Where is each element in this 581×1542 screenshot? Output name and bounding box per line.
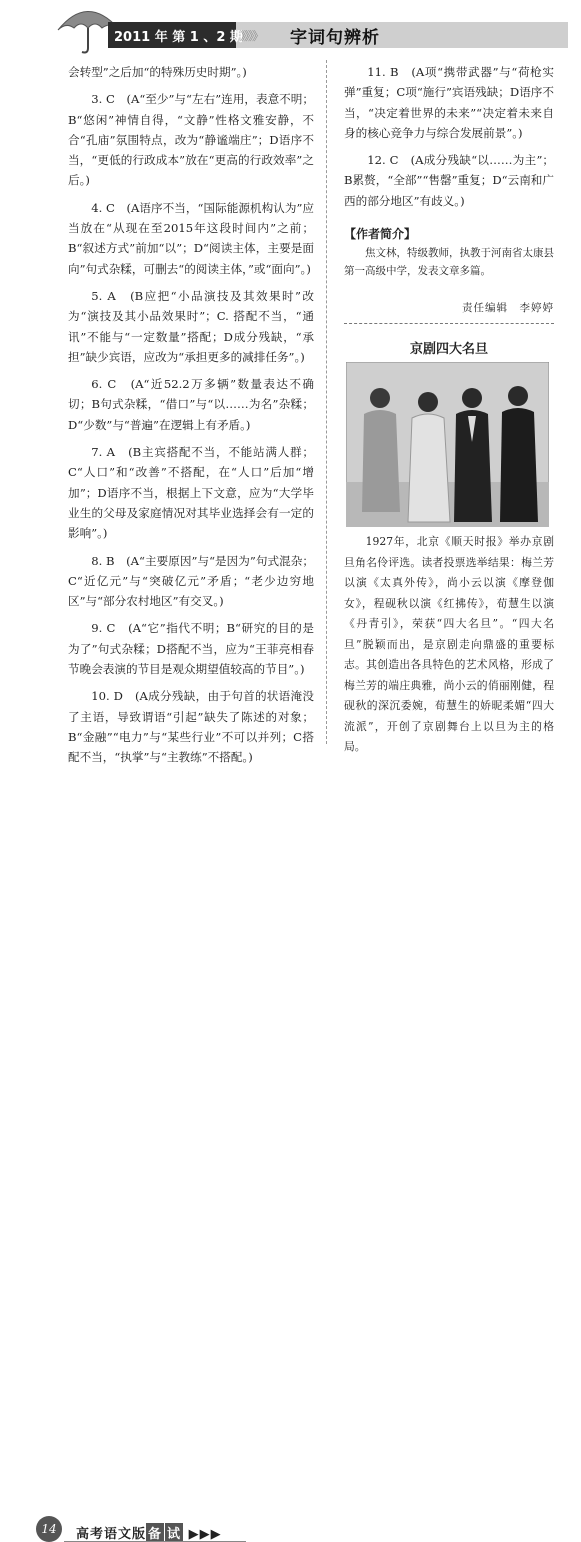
answer-paragraph: 7. A (B主宾搭配不当，不能站满人群；C“人口”和“改善”不搭配，在“人口”后加“增加”；D语序不当，根据上下文意，应为“大学毕业生的父母及家庭情况对其毕业选择会有一定的影响”。) — [68, 445, 314, 541]
section-divider — [344, 323, 554, 324]
publication-box-1: 备 — [146, 1523, 164, 1542]
column-title: 字词句辨析 — [290, 28, 380, 48]
publication-box-2: 试 — [165, 1523, 183, 1542]
answer-paragraph: 5. A (B应把“小品演技及其效果时”改为“演技及其小品效果时”；C. 搭配不当，“通讯”不能与“一定数量”搭配；D成分残缺，“承担”缺少宾语，应改为“承担更多的减排任务”。) — [68, 288, 314, 364]
publication-name — [76, 1523, 222, 1542]
answer-paragraph: 6. C (A“近52.2万多辆”数量表达不确切；B句式杂糅，“借口”与“以……为名”杂糅；D“少数”与“普遍”在逻辑上有矛盾。) — [68, 377, 314, 432]
answer-paragraph: 11. B (A项“携带武器”与“荷枪实弹”重复；C项“施行”宾语残缺；D语序不当，“决定着世界的未来”“决定着未来自身的核心竞争力与综合发展前景”。) — [344, 65, 554, 140]
author-heading: 【作者简介】 — [344, 227, 417, 242]
page-header — [0, 0, 581, 58]
page-number: 14 — [36, 1516, 62, 1542]
answer-paragraph: 4. C (A语序不当，“国际能源机构认为”应当放在“从现在至2015年这段时间内”之前；B“叙述方式”前加“以”；D“阅读主体，主要是面向”句式杂糅，可删去“的阅读主体，”或“面向”。) — [68, 200, 314, 276]
publication-prefix: 高考语文版 — [76, 1527, 147, 1542]
answer-paragraph: 12. C (A成分残缺“以……为主”；B累赘，“全部”“售罄”重复；D“云南和广西的部分地区”有歧义。) — [344, 153, 554, 208]
page-footer — [0, 748, 581, 1542]
footer-arrows: ▶▶▶ — [188, 1527, 222, 1542]
four-actors-photo — [346, 362, 549, 527]
answer-paragraph: 9. C (A“它”指代不明；B“研究的目的是为了”句式杂糅；D搭配不当，应为“王菲亮相春节晚会表演的节目是观众期望值较高的节目”。) — [68, 621, 314, 677]
header-arrows: 》》》》 — [240, 29, 263, 43]
photo-caption: 1927年，北京《顺天时报》举办京剧旦角名伶评选。读者投票选举结果：梅兰芳以演《太真外传》，尚小云以演《摩登伽女》，程砚秋以演《红拂传》，荀慧生以演《丹青引》，荣获“四大名旦”。“四大名旦”脱颖而出，是京剧走向鼎盛的重要标志。其创造出各具特色的艺术风格，形成了梅兰芳的端庄典雅，尚小云的俏丽刚健，程砚秋的深沉委婉，荀慧生的娇昵柔媚“四大流派”，开创了京剧舞台上以旦为主的格局。 — [344, 535, 554, 753]
author-bio: 焦文林，特级教师，执教于河南省太康县第一高级中学，发表文章多篇。 — [344, 247, 554, 278]
issue-label: 2011 年 第 1 、2 期 — [114, 30, 243, 45]
answer-paragraph: 3. C (A“至少”与“左右”连用，表意不明；B“悠闲”神情自得，“文静”性格文雅安静，不合“孔庙”氛围特点，改为“静谧端庄”；D语序不当，“更低的行政成本”放在“更高的行政效率”之后。) — [68, 92, 314, 188]
answer-paragraph: 8. B (A“主要原因”与“是因为”句式混杂；C“近亿元”与“突破亿元”矛盾；“老少边穷地区”与“部分农村地区”有交叉。) — [68, 553, 314, 609]
responsible-editor: 责任编辑 李婷婷 — [462, 302, 554, 315]
answer-paragraph: 会转型”之后加“的特殊历史时期”。) — [68, 65, 247, 79]
answer-paragraph: 10. D (A成分残缺，由于句首的状语淹没了主语，导致谓语“引起”缺失了陈述的对象；B“金融”“电力”与“某些行业”不可以并列；C搭配不当，“执掌”与“主教练”不搭配。) — [68, 689, 314, 765]
left-column — [68, 62, 314, 768]
section-title: 京剧四大名旦 — [409, 342, 488, 357]
column-divider — [326, 60, 327, 744]
right-column — [344, 62, 554, 315]
